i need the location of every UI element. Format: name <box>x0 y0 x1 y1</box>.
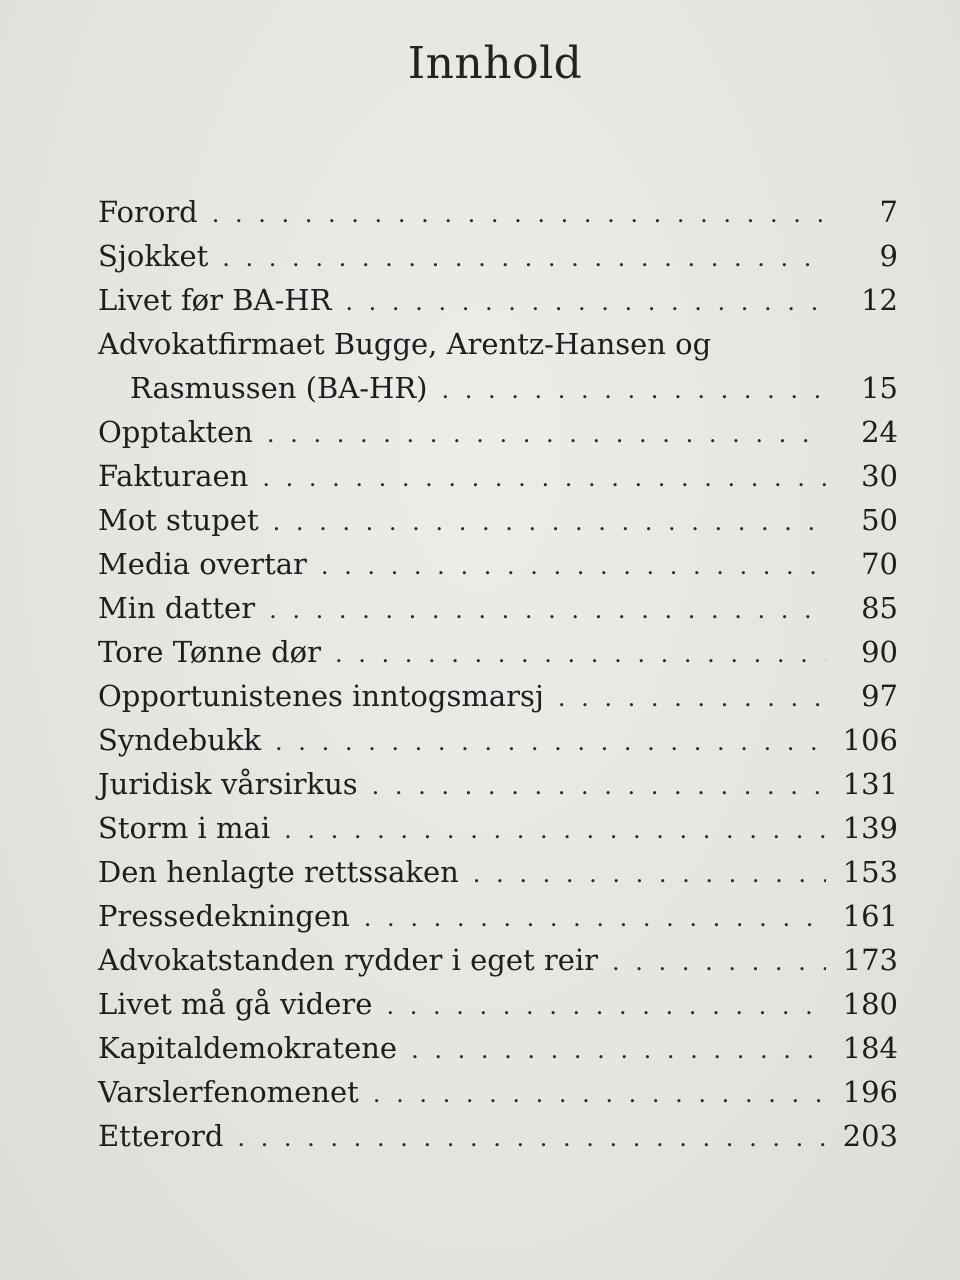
dot-leader <box>612 940 826 984</box>
toc-entry <box>98 806 898 850</box>
toc-entry-title-line2: Rasmussen (BA-HR) <box>130 371 428 405</box>
dot-leader <box>473 852 826 896</box>
toc-entry <box>98 278 898 322</box>
toc-entry-title: Tore Tønne dør <box>98 635 321 669</box>
toc-entry <box>98 630 898 674</box>
dot-leader <box>386 984 826 1028</box>
toc-entry-page: 24 <box>861 415 898 449</box>
dot-leader <box>262 456 826 500</box>
toc-entry-title: Juridisk vårsirkus <box>98 767 358 801</box>
toc-entry <box>98 1026 898 1070</box>
toc-entry-page: 153 <box>842 855 898 889</box>
toc-entry-title: Pressedekningen <box>98 899 350 933</box>
toc-entry-title: Livet må gå videre <box>98 987 373 1021</box>
toc-entry <box>98 982 898 1026</box>
toc-entry-page: 184 <box>842 1031 898 1065</box>
toc-entry <box>98 938 898 982</box>
toc-entry-title: Opportunistenes inntogsmarsj <box>98 679 544 713</box>
dot-leader <box>275 720 826 764</box>
toc-entry <box>98 762 898 806</box>
toc-entry <box>98 542 898 586</box>
toc-entry-page: 196 <box>842 1075 898 1109</box>
toc-entry-title: Kapitaldemokratene <box>98 1031 398 1065</box>
dot-leader <box>411 1028 826 1072</box>
toc-entry-title: Min datter <box>98 591 256 625</box>
dot-leader <box>335 632 826 676</box>
dot-leader <box>372 764 826 808</box>
toc-entry-title: Livet før BA-HR <box>98 283 332 317</box>
dot-leader <box>212 192 826 236</box>
toc-entry-page: 7 <box>879 195 898 229</box>
toc-entry-title: Etterord <box>98 1119 224 1153</box>
toc-entry-page: 85 <box>861 591 898 625</box>
toc-entry <box>98 190 898 234</box>
dot-leader <box>237 1116 826 1160</box>
toc-entry-line1 <box>98 322 898 366</box>
dot-leader <box>267 412 826 456</box>
toc-entry-page: 15 <box>861 371 898 405</box>
dot-leader <box>441 368 826 412</box>
toc-entry <box>98 674 898 718</box>
toc-entry-title: Mot stupet <box>98 503 259 537</box>
toc-entry-page: 90 <box>861 635 898 669</box>
toc-entry-title: Advokatstanden rydder i eget reir <box>98 943 599 977</box>
toc-entry-title: Media overtar <box>98 547 307 581</box>
toc-entry <box>98 498 898 542</box>
toc-entry-title: Syndebukk <box>98 723 262 757</box>
dot-leader <box>321 544 826 588</box>
toc-entry-title: Den henlagte rettssaken <box>98 855 459 889</box>
dot-leader <box>273 500 826 544</box>
toc-entry-page: 203 <box>842 1119 898 1153</box>
dot-leader <box>345 280 826 324</box>
dot-leader <box>269 588 826 632</box>
toc-entry-title-line1: Advokatfirmaet Bugge, Arentz-Hansen og <box>98 327 712 361</box>
toc-entry <box>98 366 898 410</box>
toc-entry <box>98 1114 898 1158</box>
toc-entry-page: 106 <box>842 723 898 757</box>
dot-leader <box>558 676 826 720</box>
toc-entry-page: 9 <box>879 239 898 273</box>
toc-entry-title: Storm i mai <box>98 811 271 845</box>
toc-entry-page: 180 <box>842 987 898 1021</box>
toc-entry <box>98 850 898 894</box>
dot-leader <box>222 236 826 280</box>
dot-leader <box>373 1072 826 1116</box>
toc-entry-page: 97 <box>861 679 898 713</box>
toc-entry-page: 50 <box>861 503 898 537</box>
toc-entry-page: 161 <box>842 899 898 933</box>
toc-entry <box>98 454 898 498</box>
toc-entry-page: 139 <box>842 811 898 845</box>
toc-entry-page: 131 <box>842 767 898 801</box>
toc-entry-page: 173 <box>842 943 898 977</box>
page-title: Innhold <box>407 38 583 89</box>
toc-entry-page: 12 <box>861 283 898 317</box>
toc-entry <box>98 410 898 454</box>
toc-entry <box>98 894 898 938</box>
toc-entry-page: 30 <box>861 459 898 493</box>
toc-entry-title: Varslerfenomenet <box>98 1075 359 1109</box>
dot-leader <box>364 896 826 940</box>
table-of-contents <box>98 190 898 1158</box>
toc-entry-title: Opptakten <box>98 415 253 449</box>
toc-entry-page: 70 <box>861 547 898 581</box>
toc-entry-title: Forord <box>98 195 198 229</box>
toc-entry <box>98 1070 898 1114</box>
toc-entry <box>98 718 898 762</box>
dot-leader <box>284 808 826 852</box>
toc-entry-title: Sjokket <box>98 239 209 273</box>
toc-entry-title: Fakturaen <box>98 459 249 493</box>
toc-entry <box>98 234 898 278</box>
toc-entry <box>98 586 898 630</box>
